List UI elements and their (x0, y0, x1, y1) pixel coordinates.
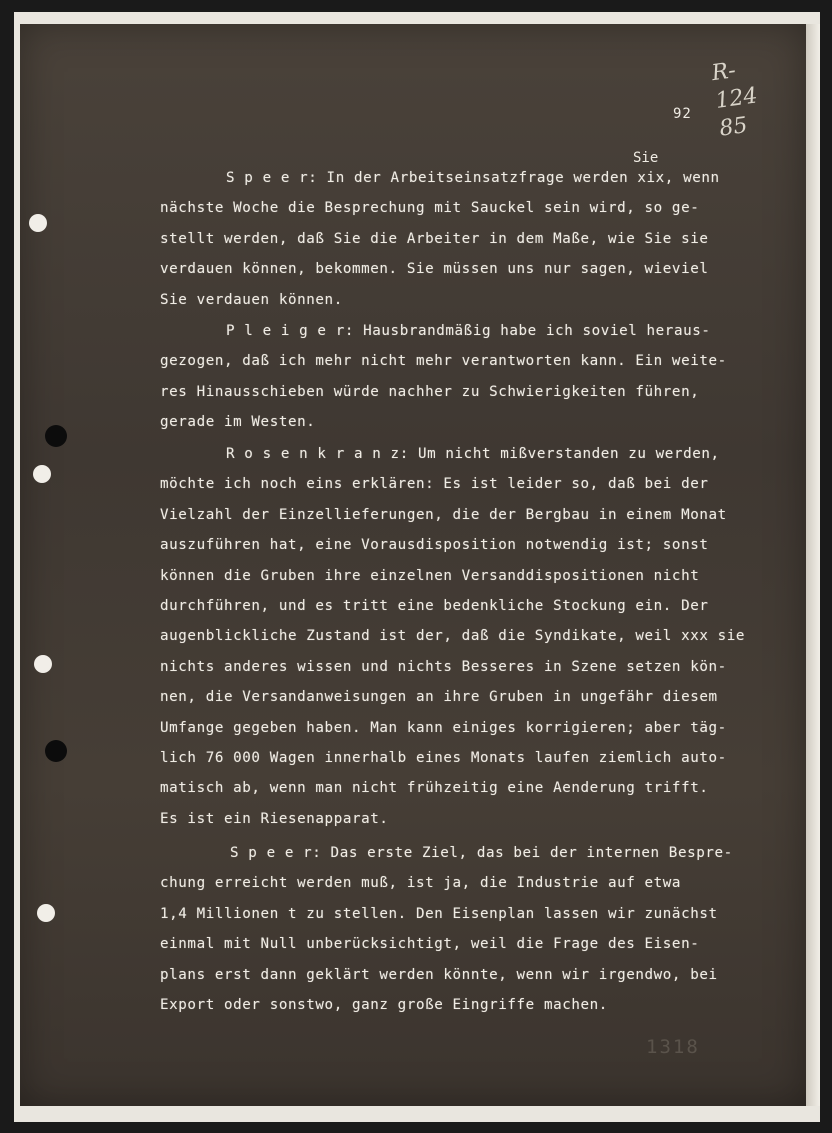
text-line: P l e i g e r: Hausbrandmäßig habe ich soviel heraus- (226, 323, 711, 339)
text-line: S p e e r: Das erste Ziel, das bei der internen Bespre- (230, 845, 733, 861)
text-line: einmal mit Null unberücksichtigt, weil die Frage des Eisen- (160, 936, 700, 953)
text-line: Es ist ein Riesenapparat. (160, 810, 389, 827)
text-line: S p e e r: In der Arbeitseinsatzfrage werden xix, wenn (226, 170, 720, 186)
punch-hole (33, 465, 51, 483)
text-line: können die Gruben ihre einzelnen Versanddispositionen nicht (160, 567, 700, 584)
text-line: res Hinausschieben würde nachher zu Schwierigkeiten führen, (160, 383, 700, 400)
text-line: gezogen, daß ich mehr nicht mehr verantworten kann. Ein weite- (160, 353, 727, 370)
punch-hole (45, 740, 67, 762)
text-line: stellt werden, daß Sie die Arbeiter in dem Maße, wie Sie sie (160, 230, 709, 247)
text-line: Vielzahl der Einzellieferungen, die der Bergbau in einem Monat (160, 506, 727, 523)
text-line: Sie verdauen können. (160, 291, 343, 308)
text-line: Export oder sonstwo, ganz große Eingriffe machen. (160, 997, 608, 1013)
archive-stamp-number: 1318 (646, 1036, 700, 1058)
text-line: auszuführen hat, eine Vorausdisposition notwendig ist; sonst (160, 537, 709, 554)
text-line: verdauen können, bekommen. Sie müssen uns nur sagen, wieviel (160, 261, 709, 278)
text-line: 1,4 Millionen t zu stellen. Den Eisenplan lassen wir zunächst (160, 905, 718, 922)
text-line: gerade im Westen. (160, 414, 316, 431)
punch-hole (45, 425, 67, 447)
text-line: chung erreicht werden muß, ist ja, die Industrie auf etwa (160, 875, 682, 892)
punch-hole (37, 904, 55, 922)
handwritten-archive-note: R-124 85 (710, 58, 760, 142)
typed-insertion: Sie (633, 150, 659, 166)
text-line: möchte ich noch eins erklären: Es ist leider so, daß bei der (160, 476, 709, 493)
text-line: nichts anderes wissen und nichts Besseres in Szene setzen kön- (160, 658, 727, 675)
punch-hole (29, 214, 47, 232)
text-line: nächste Woche die Besprechung mit Sauckel sein wird, so ge- (160, 200, 700, 217)
text-line: nen, die Versandanweisungen an ihre Gruben in ungefähr diesem (160, 689, 718, 706)
text-line: augenblickliche Zustand ist der, daß die Syndikate, weil xxx sie (160, 628, 746, 645)
text-line: Umfange gegeben haben. Man kann einiges korrigieren; aber täg- (160, 719, 727, 736)
page-number: 92 (673, 106, 692, 122)
paper-margin-strip (806, 24, 820, 1106)
text-line: durchführen, und es tritt eine bedenkliche Stockung ein. Der (160, 598, 709, 614)
text-line: matisch ab, wenn man nicht frühzeitig eine Aenderung trifft. (160, 780, 709, 797)
text-line: plans erst dann geklärt werden könnte, wenn wir irgendwo, bei (160, 966, 718, 983)
text-line: lich 76 000 Wagen innerhalb eines Monats laufen ziemlich auto- (160, 750, 727, 766)
punch-hole (34, 655, 52, 673)
text-line: R o s e n k r a n z: Um nicht mißverstanden zu werden, (226, 446, 720, 462)
